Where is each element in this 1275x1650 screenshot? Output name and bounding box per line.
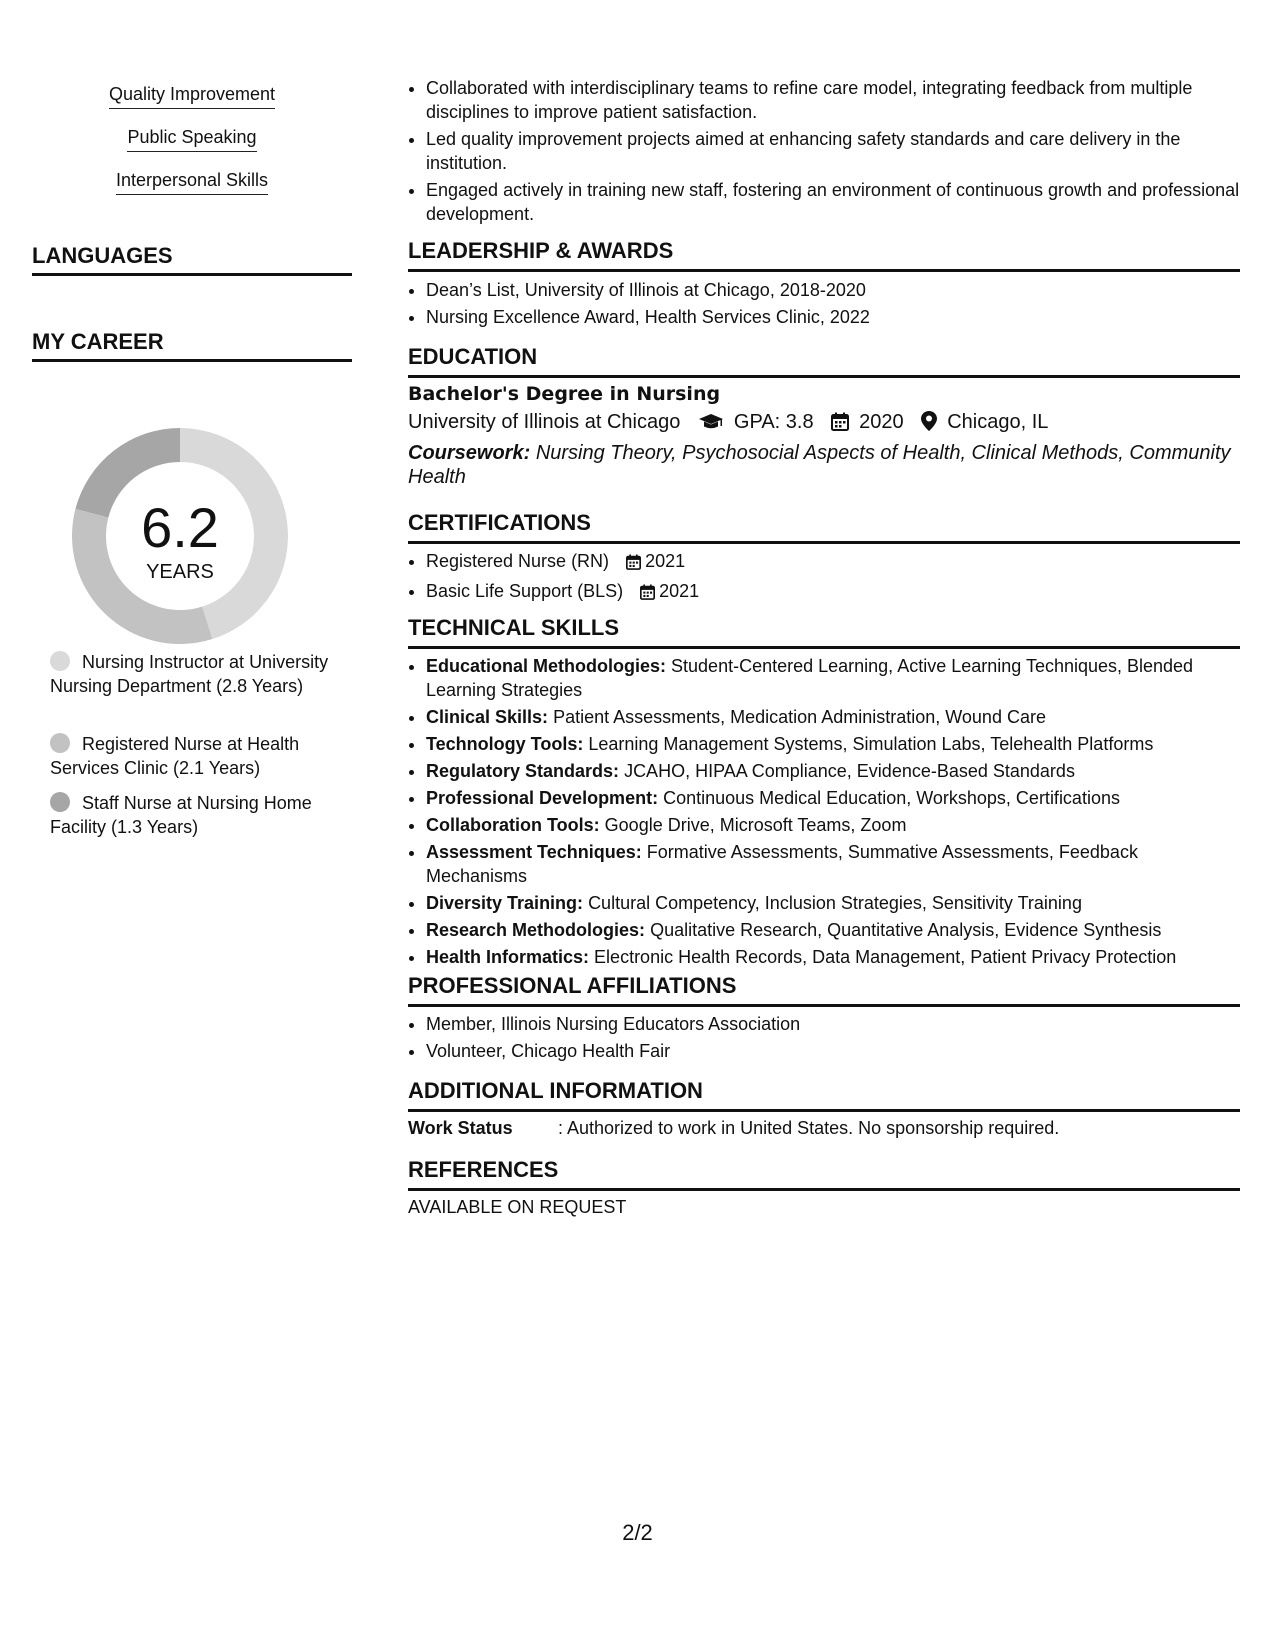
career-item	[50, 791, 340, 839]
school-name: University of Illinois at Chicago	[408, 411, 681, 433]
skill-values: Google Drive, Microsoft Teams, Zoom	[604, 815, 907, 835]
certifications-heading: CERTIFICATIONS	[408, 510, 1240, 544]
cert-year: 2021	[659, 581, 700, 601]
skill-category: Diversity Training:	[426, 893, 584, 913]
career-unit: YEARS	[146, 561, 214, 583]
leadership-list	[408, 278, 1240, 332]
references-text: AVAILABLE ON REQUEST	[408, 1197, 627, 1217]
career-item-label: Staff Nurse at Nursing Home Facility (1.3 Years)	[50, 793, 312, 837]
career-item	[50, 732, 340, 780]
skill-category: Professional Development:	[426, 788, 659, 808]
career-donut-chart	[64, 420, 296, 652]
skill-values: Qualitative Research, Quantitative Analysis, Evidence Synthesis	[650, 920, 1162, 940]
list-item	[426, 579, 1240, 606]
list-item	[426, 759, 1240, 783]
calendar-icon	[640, 582, 655, 606]
skill-values: Formative Assessments, Summative Assessments, Feedback Mechanisms	[426, 842, 1138, 886]
career-total: 6.2	[141, 496, 219, 559]
skill-category: Technology Tools:	[426, 734, 584, 754]
skill-label: Interpersonal Skills	[116, 170, 268, 195]
certifications-list	[408, 549, 1240, 609]
degree-title: Bachelor's Degree in Nursing	[408, 383, 721, 405]
experience-list	[408, 76, 1240, 229]
list-item	[426, 654, 1240, 702]
career-heading: MY CAREER	[32, 329, 352, 362]
list-item: • Member, Illinois Nursing Educators Association	[426, 1012, 1240, 1036]
list-item: • Dean’s List, University of Illinois at Chicago, 2018-2020	[426, 278, 1240, 302]
list-item	[426, 813, 1240, 837]
list-item	[426, 732, 1240, 756]
calendar-icon	[831, 412, 849, 437]
cert-year: 2021	[645, 551, 686, 571]
coursework	[408, 441, 1240, 489]
skill-label: Quality Improvement	[109, 84, 275, 109]
skill-values: Continuous Medical Education, Workshops, Certifications	[663, 788, 1120, 808]
skill-label: Public Speaking	[127, 127, 256, 152]
skill-category: Assessment Techniques:	[426, 842, 642, 862]
affiliations-heading: PROFESSIONAL AFFILIATIONS	[408, 973, 1240, 1007]
skill-tag	[32, 170, 352, 195]
legend-dot	[50, 651, 70, 671]
list-item: • Led quality improvement projects aimed at enhancing safety standards and care delivery in the institution.	[426, 127, 1240, 175]
career-item-label: Registered Nurse at Health Services Clinic (2.1 Years)	[50, 734, 300, 778]
skill-values: Electronic Health Records, Data Management, Patient Privacy Protection	[594, 947, 1177, 967]
list-item	[426, 549, 1240, 576]
work-status-label: Work Status	[408, 1118, 513, 1138]
coursework-list: Nursing Theory, Psychosocial Aspects of Health, Clinical Methods, Community Health	[408, 442, 1231, 488]
skill-category: Regulatory Standards:	[426, 761, 620, 781]
references-heading: REFERENCES	[408, 1157, 1240, 1191]
skill-category: Educational Methodologies:	[426, 656, 667, 676]
list-item: • Nursing Excellence Award, Health Services Clinic, 2022	[426, 305, 1240, 329]
location-pin-icon	[921, 411, 937, 437]
legend-dot	[50, 733, 70, 753]
affiliations-list	[408, 1012, 1240, 1066]
languages-heading: LANGUAGES	[32, 243, 352, 276]
skill-category: Health Informatics:	[426, 947, 590, 967]
skill-values: Student-Centered Learning, Active Learning Techniques, Blended Learning Strategies	[426, 656, 1194, 700]
calendar-icon	[626, 552, 641, 576]
page-number: 2/2	[622, 1520, 653, 1545]
career-item-label: Nursing Instructor at University Nursing Department (2.8 Years)	[50, 652, 329, 696]
technical-skills-list	[408, 654, 1240, 972]
skill-values: Learning Management Systems, Simulation Labs, Telehealth Platforms	[588, 734, 1154, 754]
skill-tag	[32, 127, 352, 152]
skill-values: JCAHO, HIPAA Compliance, Evidence-Based Standards	[624, 761, 1075, 781]
legend-dot	[50, 792, 70, 812]
leadership-heading: LEADERSHIP & AWARDS	[408, 238, 1240, 272]
list-item: • Volunteer, Chicago Health Fair	[426, 1039, 1240, 1063]
location: Chicago, IL	[947, 411, 1049, 433]
gpa: GPA: 3.8	[733, 411, 814, 433]
skill-category: Clinical Skills:	[426, 707, 549, 727]
coursework-label: Coursework:	[408, 442, 531, 464]
list-item: • Engaged actively in training new staff, fostering an environment of continuous growth and professional development.	[426, 178, 1240, 226]
list-item: • Collaborated with interdisciplinary teams to refine care model, integrating feedback from multiple disciplines to improve patient satisfaction.	[426, 76, 1240, 124]
list-item	[426, 705, 1240, 729]
list-item	[426, 891, 1240, 915]
list-item	[426, 918, 1240, 942]
skill-category: Collaboration Tools:	[426, 815, 600, 835]
additional-info-heading: ADDITIONAL INFORMATION	[408, 1078, 1240, 1112]
cert-name: Basic Life Support (BLS)	[426, 581, 624, 601]
education-heading: EDUCATION	[408, 344, 1240, 378]
graduation-year: 2020	[859, 411, 904, 433]
skill-tag	[32, 84, 352, 109]
list-item	[426, 945, 1240, 969]
work-status-row	[408, 1118, 1240, 1139]
list-item	[426, 840, 1240, 888]
skill-values: Patient Assessments, Medication Administration, Wound Care	[553, 707, 1046, 727]
list-item	[426, 786, 1240, 810]
cert-name: Registered Nurse (RN)	[426, 551, 610, 571]
work-status-value: : Authorized to work in United States. No sponsorship required.	[558, 1118, 1060, 1138]
skill-values: Cultural Competency, Inclusion Strategies, Sensitivity Training	[588, 893, 1082, 913]
graduation-cap-icon	[698, 413, 724, 437]
education-details	[408, 411, 1240, 437]
career-item	[50, 650, 340, 698]
technical-skills-heading: TECHNICAL SKILLS	[408, 615, 1240, 649]
skill-category: Research Methodologies:	[426, 920, 646, 940]
